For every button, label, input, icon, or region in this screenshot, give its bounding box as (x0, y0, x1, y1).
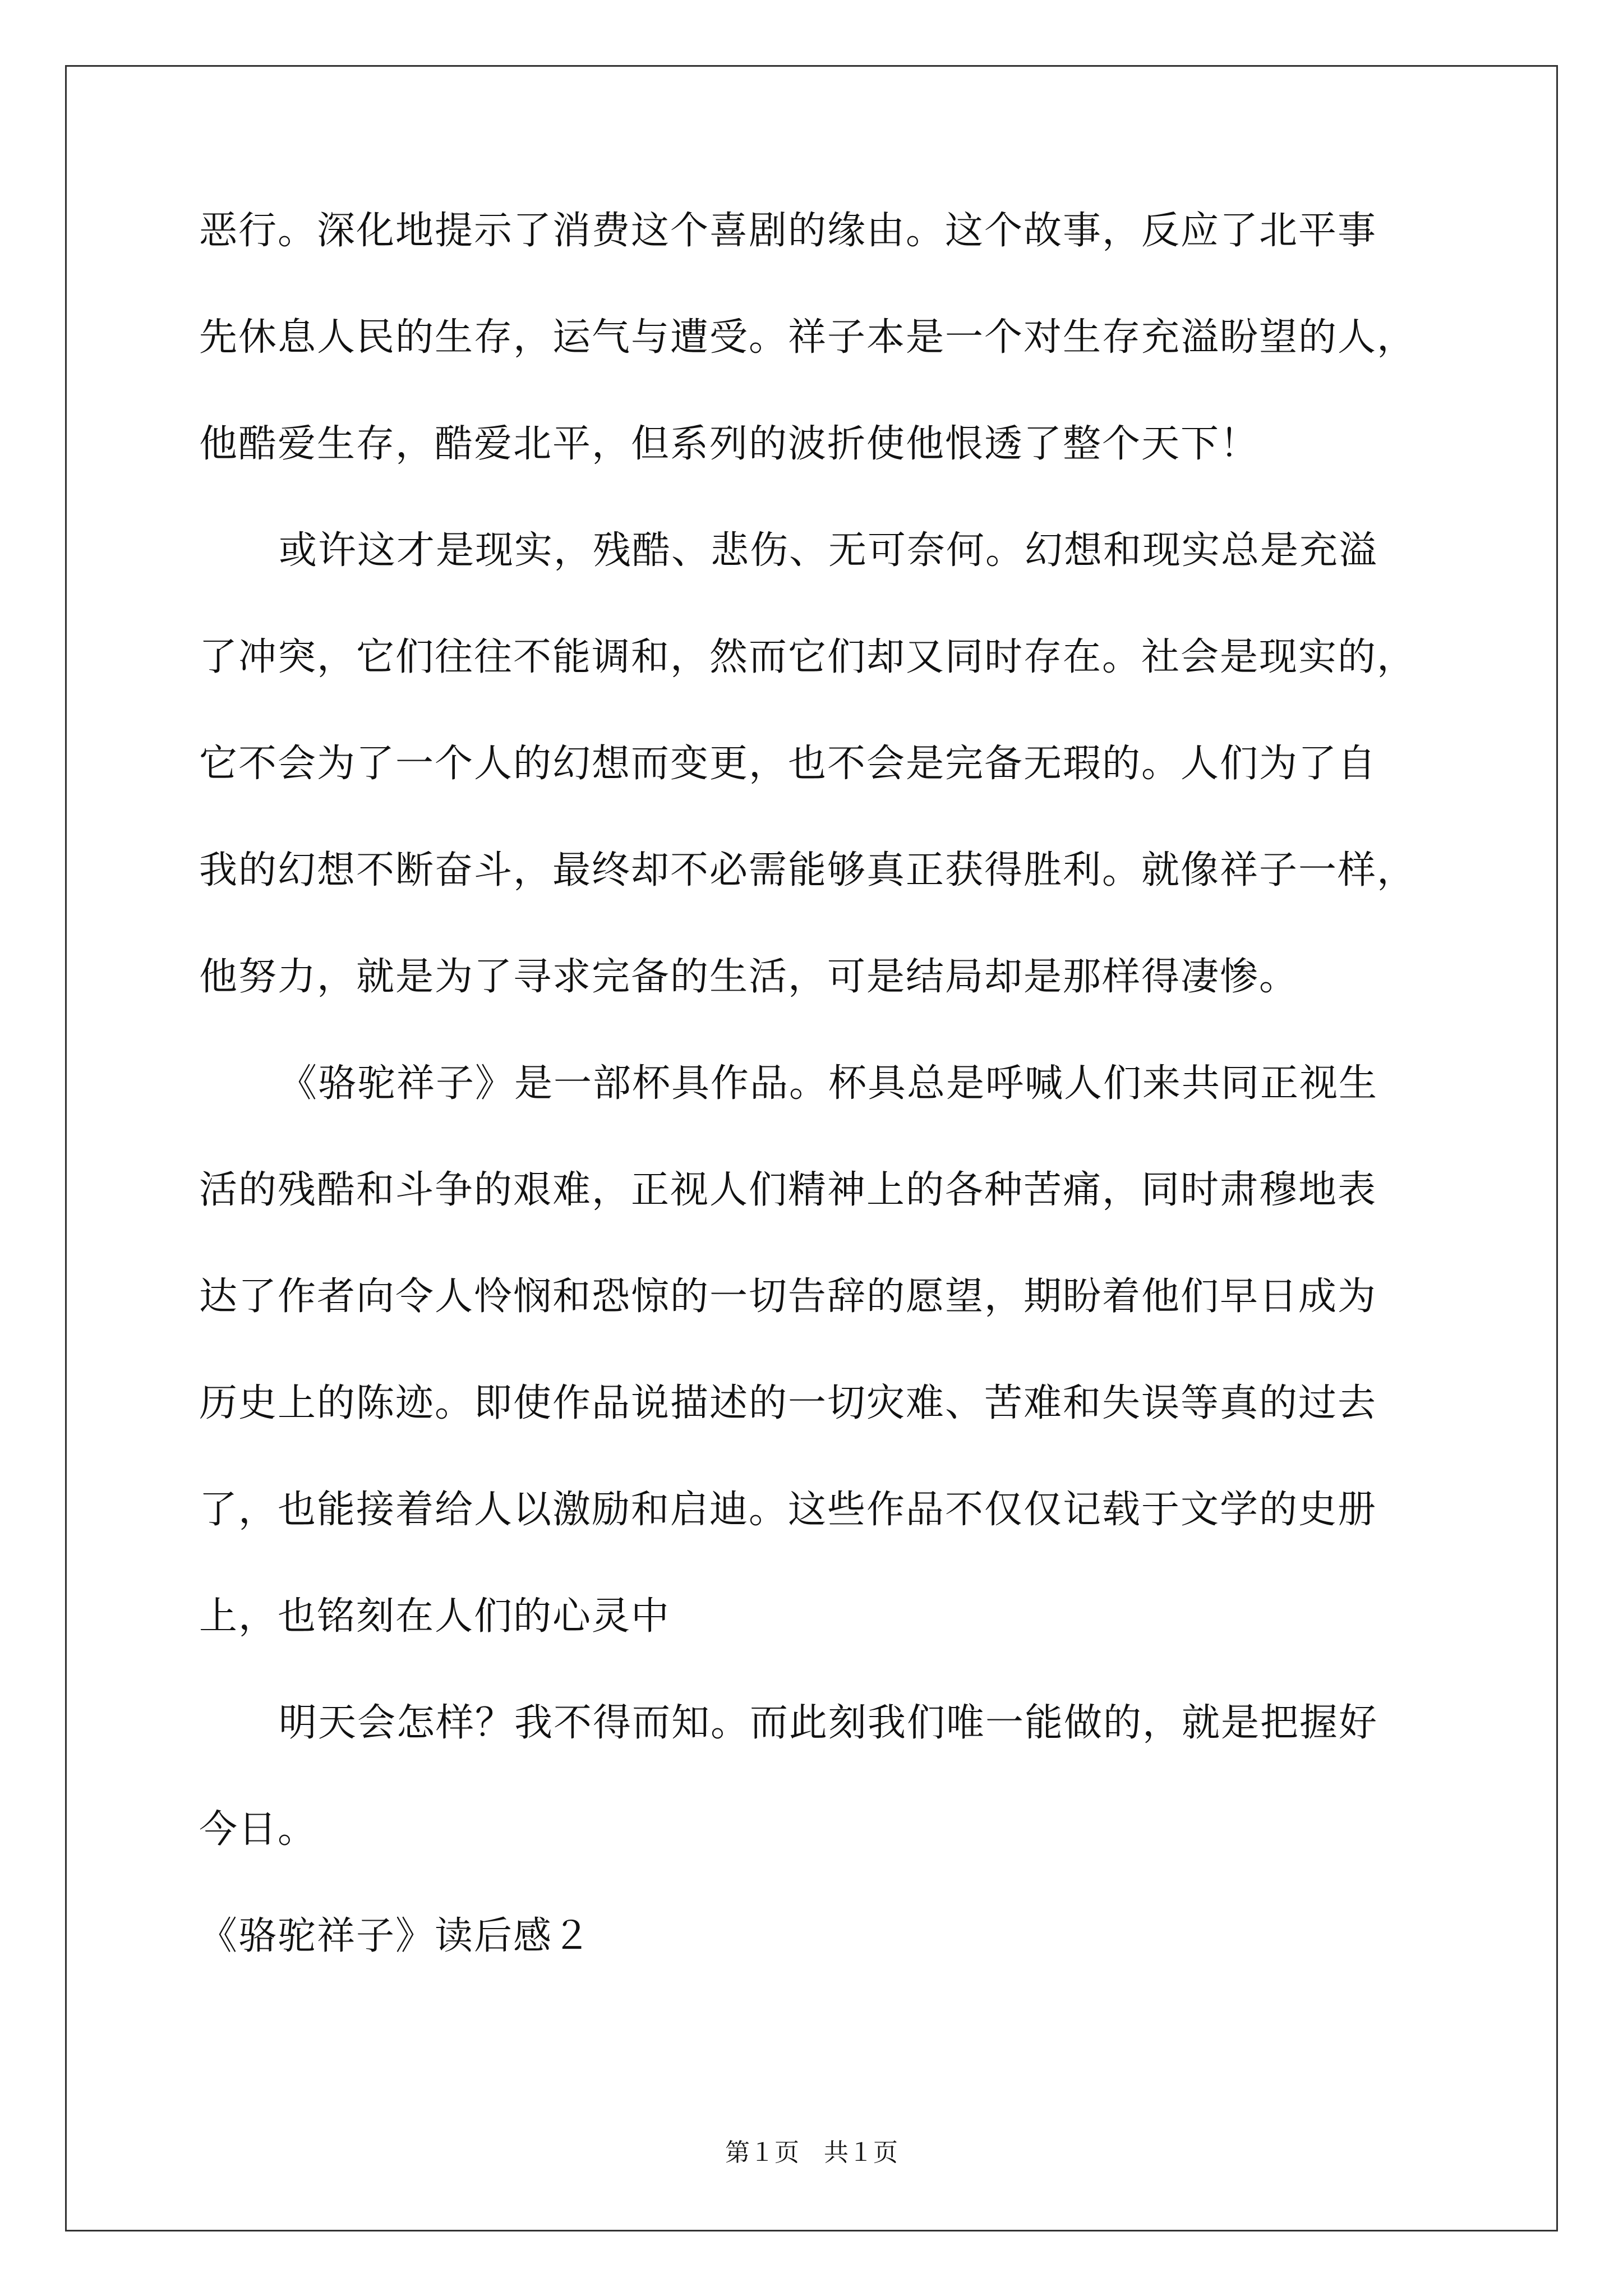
document-body (199, 203, 1433, 2015)
text-line: 了，也能接着给人以激励和启迪。这些作品不仅仅记载于文学的史册 (199, 1488, 1377, 1532)
text-line: 了冲突，它们往往不能调和，然而它们却又同时存在。社会是现实的， (199, 635, 1417, 679)
text-line: 《骆驼祥子》是一部杯具作品。杯具总是呼喊人们来共同正视生 (279, 1061, 1378, 1106)
text-line: 明天会怎样？我不得而知。而此刻我们唯一能做的，就是把握好 (279, 1701, 1378, 1745)
text-line: 达了作者向令人怜悯和恐惊的一切告辞的愿望，期盼着他们早日成为 (199, 1274, 1377, 1319)
text-line: 先休息人民的生存，运气与遭受。祥子本是一个对生存充溢盼望的人， (199, 315, 1417, 360)
page-number-total: 共１页 (824, 2138, 898, 2167)
text-line: 他酷爱生存，酷爱北平，但系列的波折使他恨透了整个天下！ (199, 422, 1260, 466)
text-line: 今日。 (199, 1807, 317, 1852)
text-line: 它不会为了一个人的幻想而变更，也不会是完备无瑕的。人们为了自 (199, 742, 1377, 786)
text-line: 历史上的陈迹。即使作品说描述的一切灾难、苦难和失误等真的过去 (199, 1381, 1377, 1425)
text-line: 他努力，就是为了寻求完备的生活，可是结局却是那样得凄惨。 (199, 955, 1299, 999)
text-line: 或许这才是现实，残酷、悲伤、无可奈何。幻想和现实总是充溢 (279, 528, 1378, 573)
page-number-current: 第１页 (725, 2138, 799, 2167)
section-title: 《骆驼祥子》读后感２ (199, 1914, 592, 1958)
text-line: 活的残酷和斗争的艰难，正视人们精神上的各种苦痛，同时肃穆地表 (199, 1168, 1377, 1212)
page-footer (0, 2136, 1623, 2170)
text-line: 上，也铭刻在人们的心灵中 (199, 1594, 671, 1639)
text-line: 我的幻想不断奋斗，最终却不必需能够真正获得胜利。就像祥子一样， (199, 848, 1417, 892)
text-line: 恶行。深化地提示了消费这个喜剧的缘由。这个故事，反应了北平事 (199, 209, 1377, 253)
